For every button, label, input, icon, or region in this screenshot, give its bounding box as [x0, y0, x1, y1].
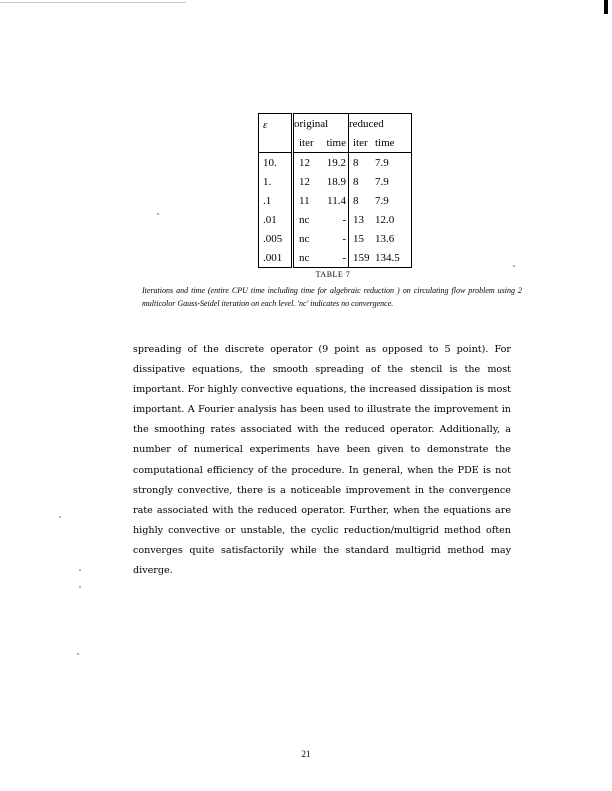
epsilon-cell: 1.: [259, 172, 293, 191]
original-iter-cell: nc: [299, 251, 310, 264]
scan-speck: [77, 653, 79, 655]
original-iter-cell: 12: [299, 175, 310, 188]
reduced-iter-cell: 8: [353, 175, 359, 188]
scan-speck: [157, 213, 159, 215]
body-paragraph: spreading of the discrete operator (9 point as opposed to 5 point). For dissipative equations, the smooth spreading of the stencil is the most important. For highly convective equations, the increased dissipation is most important. A Fourier analysis has been used to illustrate the improvement in the smoothing rates associated with the reduced operator. Additionally, a number of numerical experiments have been given to demonstrate the computational efficiency of the procedure. In general, when the PDE is not strongly convective, there is a noticeable improvement in the convergence rate associated with the reduced operator. Further, when the equations are highly convective or unstable, the cyclic reduction/multigrid method often converges quite satisfactorily while the standard multigrid method may diverge.: [133, 344, 511, 577]
table-header-group-row: [259, 114, 412, 134]
epsilon-cell: .005: [259, 229, 293, 248]
scan-speck: [79, 569, 81, 571]
reduced-time-cell: 7.9: [375, 156, 389, 169]
original-time-cell: -: [319, 210, 349, 229]
table-row: [259, 248, 412, 268]
original-group-header: original: [293, 114, 349, 134]
original-iter-cell: nc: [299, 213, 310, 226]
original-time-cell: 11.4: [319, 191, 349, 210]
page-number: 21: [301, 749, 311, 759]
original-time-header: time: [319, 133, 349, 153]
original-time-cell: -: [319, 248, 349, 268]
scan-speck: [59, 516, 61, 518]
scan-speck: [79, 586, 81, 588]
reduced-time-header: time: [375, 136, 395, 149]
original-time-cell: -: [319, 229, 349, 248]
top-rule: [0, 2, 186, 3]
table-row: [259, 191, 412, 210]
original-time-cell: 18.9: [319, 172, 349, 191]
reduced-group-header: reduced: [349, 117, 384, 130]
epsilon-cell: .01: [259, 210, 293, 229]
scan-speck: [513, 265, 515, 267]
reduced-iter-cell: 8: [353, 194, 359, 207]
table-row: [259, 210, 412, 229]
table-caption-title: TABLE 7: [315, 270, 351, 279]
original-iter-cell: nc: [299, 232, 310, 245]
epsilon-cell: .001: [259, 248, 293, 268]
results-table-container: [258, 113, 412, 268]
table-row: [259, 172, 412, 191]
reduced-iter-cell: 15: [353, 232, 364, 245]
epsilon-cell: 10.: [259, 153, 293, 173]
reduced-iter-cell: 8: [353, 156, 359, 169]
results-table: [258, 113, 412, 268]
original-iter-header: iter: [299, 136, 314, 149]
reduced-iter-cell: 159: [353, 251, 370, 264]
reduced-time-cell: 13.6: [375, 232, 395, 245]
reduced-time-cell: 134.5: [375, 251, 400, 264]
corner-mark: [604, 0, 608, 14]
reduced-time-cell: 7.9: [375, 194, 389, 207]
original-iter-cell: 11: [299, 194, 310, 207]
reduced-iter-header: iter: [353, 136, 368, 149]
table-row: [259, 229, 412, 248]
table-caption: Iterations and time (entire CPU time including time for algebraic reduction ) on circulating flow problem using 2 multicolor Gauss-Seidel iteration on each level. 'nc' indicates no convergence.: [142, 286, 522, 308]
original-iter-cell: 12: [299, 156, 310, 169]
reduced-iter-cell: 13: [353, 213, 364, 226]
epsilon-cell: .1: [259, 191, 293, 210]
original-time-cell: 19.2: [319, 153, 349, 173]
reduced-time-cell: 12.0: [375, 213, 395, 226]
table-row: [259, 153, 412, 173]
epsilon-header: ε: [259, 114, 293, 153]
reduced-time-cell: 7.9: [375, 175, 389, 188]
